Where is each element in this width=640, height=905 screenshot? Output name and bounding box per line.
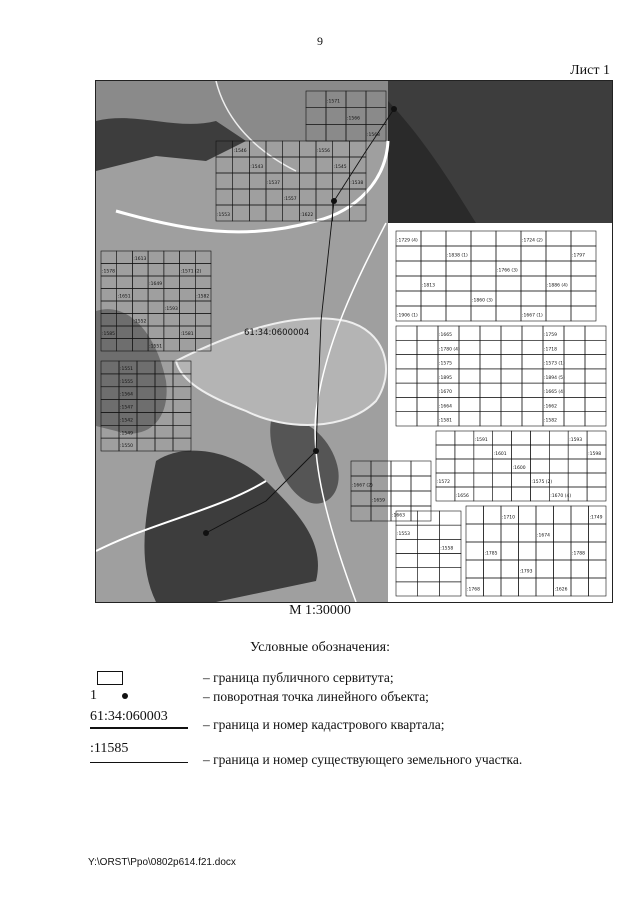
parcel-number-label: :1578 [102, 269, 115, 275]
parcel-number-label: :1710 [502, 515, 515, 521]
parcel-number-label: :1598 [588, 451, 602, 457]
parcel-number-label: :1551 [149, 344, 163, 350]
legend-quarter-code: 61:34:060003 [90, 709, 168, 724]
parcel-number-label: :1601 [493, 451, 507, 457]
parcel-number-label: :1626 [554, 587, 568, 593]
parcel-number-label: :1582 [196, 294, 210, 300]
parcel-number-label: :1585 [102, 331, 115, 337]
parcel-number-label: :1571 [327, 99, 340, 105]
legend-parcel-line [90, 762, 188, 763]
parcel-number-label: :1838 (1) [447, 253, 468, 259]
parcel-number-label: :1568 [367, 133, 380, 138]
parcel-number-label: :1575 [439, 361, 452, 367]
legend-item-turn-point: – поворотная точка линейного объекта; [203, 689, 429, 704]
parcel-number-label: :1718 [544, 347, 557, 353]
legend-point-number: 1 [90, 688, 97, 703]
parcel-number-label: :1895 [439, 375, 452, 381]
parcel-number-label: :1759 [544, 333, 557, 338]
parcel-number-label: :1780 (4) [439, 347, 460, 353]
legend-title: Условные обозначения: [249, 640, 391, 655]
parcel-number-label: :1582 [544, 418, 557, 424]
legend-item-quarter: – граница и номер кадастрового квартала; [203, 717, 445, 732]
parcel-number-label: :1729 (4) [397, 238, 418, 244]
parcel-number-label: :1538 [350, 181, 364, 187]
parcel-number-label: :1622 [300, 213, 314, 219]
parcel-number-label: :1667 (1) [522, 313, 543, 319]
parcel-number-label: :1793 [519, 569, 533, 575]
parcel-number-label: :1662 [544, 404, 557, 410]
parcel-number-label: :1543 [250, 165, 264, 171]
parcel-number-label: :1670 [439, 390, 452, 396]
parcel-number-label: :1572 [437, 479, 450, 485]
legend-servitude-symbol [97, 671, 123, 685]
parcel-number-label: :1670 (4) [550, 493, 572, 499]
parcel-number-label: :1665 [439, 333, 452, 338]
parcel-number-label: :1651 [117, 294, 131, 300]
parcel-number-label: :1557 [283, 197, 297, 203]
legend-parcel-code: :11585 [90, 741, 129, 756]
quarter-number-label: 61:34:0600004 [244, 328, 310, 338]
parcel-number-label: :1813 [422, 283, 435, 289]
parcel-number-label: :1573 (1) [544, 361, 565, 367]
parcel-number-label: :1581 [439, 418, 452, 424]
legend-item-servitude: – граница публичного сервитута; [203, 670, 394, 685]
parcel-number-label: :1555 [120, 379, 133, 385]
parcel-number-label: :1558 [440, 546, 454, 552]
parcel-number-label: :1591 [474, 437, 488, 443]
parcel-number-label: :1537 [267, 181, 280, 187]
sheet-label: Лист 1 [570, 63, 610, 78]
parcel-number-label: :1665 (4) [544, 390, 565, 396]
parcel-number-label: :1768 [467, 587, 480, 593]
parcel-number-label: :1785 [484, 551, 498, 557]
parcel-number-label: :1545 [333, 165, 347, 171]
parcel-number-label: :1553 [217, 213, 230, 219]
parcel-number-label: :1581 [180, 331, 194, 337]
parcel-number-label: :1766 (3) [497, 268, 518, 274]
parcel-number-label: :1546 [233, 149, 247, 155]
parcel-number-label: :1797 [572, 253, 585, 259]
parcel-number-label: :1860 (3) [472, 298, 493, 304]
parcel-number-label: :1724 (2) [522, 238, 543, 244]
page-number: 9 [317, 34, 323, 48]
map-white-parcels [388, 223, 612, 602]
parcel-number-label: :1550 [120, 444, 133, 450]
parcel-number-label: :1667 (2) [352, 483, 373, 489]
parcel-number-label: :1549 [120, 431, 133, 437]
parcel-number-label: :1600 [512, 465, 526, 471]
parcel-number-label: :1564 [120, 392, 133, 398]
parcel-number-label: :1906 (1) [397, 313, 418, 319]
parcel-number-label: :1659 [372, 498, 385, 504]
parcel-number-label: :1571 (2) [180, 269, 202, 275]
cadastral-map [95, 80, 613, 603]
scale-label: М 1:30000 [289, 603, 351, 618]
parcel-number-label: :1674 [537, 533, 550, 539]
parcel-number-label: :1542 [120, 418, 133, 424]
parcel-number-label: :1788 [572, 551, 585, 557]
parcel-number-label: :1886 (4) [547, 283, 568, 289]
cadastral-map-drawing [96, 81, 612, 602]
parcel-number-label: :1613 [133, 256, 147, 262]
parcel-number-label: :1663 [392, 513, 405, 519]
parcel-number-label: :1593 [164, 306, 178, 312]
parcel-number-label: :1649 [149, 281, 163, 287]
parcel-number-label: :1551 [120, 367, 133, 372]
footer-file-path: Y:\ORST\Ppo\0802p614.f21.docx [88, 857, 236, 868]
parcel-number-label: :1552 [133, 319, 147, 325]
parcel-number-label: :1553 [397, 532, 410, 538]
parcel-number-label: :1664 [439, 404, 452, 410]
parcel-number-label: :1556 [317, 149, 330, 155]
parcel-number-label: :1575 (2) [531, 479, 553, 485]
parcel-number-label: :1547 [120, 405, 133, 411]
legend-item-parcel: – граница и номер существующего земельного участка. [203, 752, 523, 767]
legend-point-dot-icon [122, 693, 128, 699]
parcel-number-label: :1593 [569, 437, 583, 443]
legend-quarter-line [90, 727, 188, 729]
parcel-number-label: :1566 [347, 116, 360, 122]
parcel-number-label: :1749 [589, 515, 603, 521]
parcel-number-label: :1894 (5) [544, 375, 565, 381]
parcel-number-label: :1656 [455, 493, 469, 499]
